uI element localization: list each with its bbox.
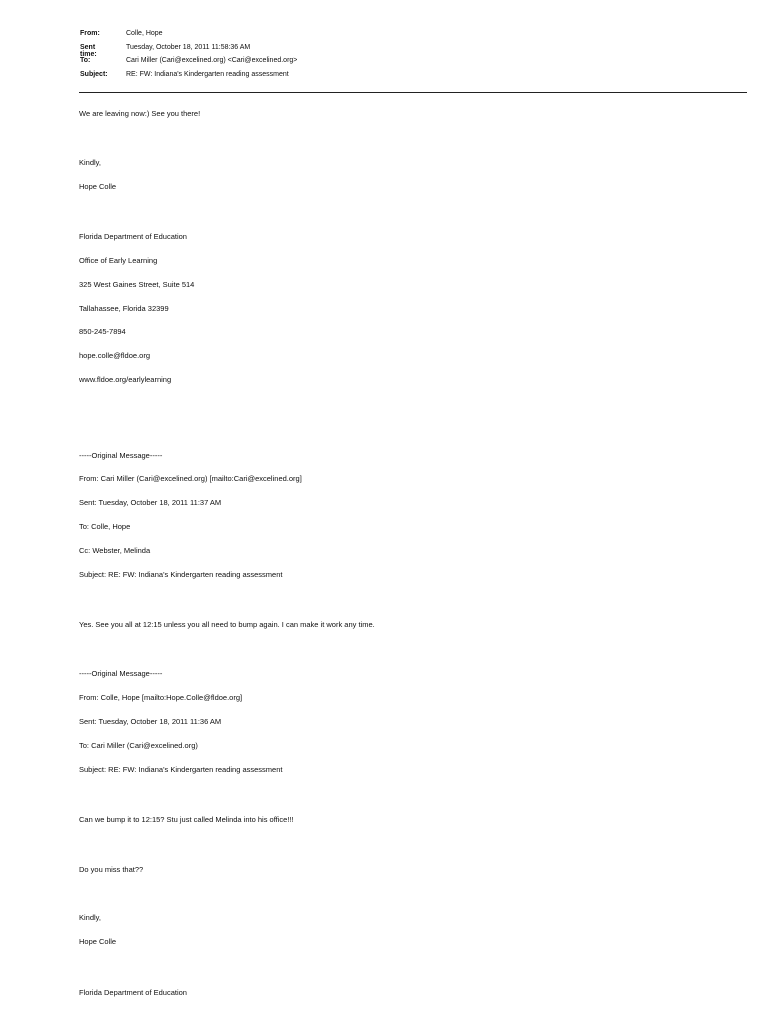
sent-time-label: Sent time: — [80, 43, 97, 58]
quoted-sent-line: Sent: Tuesday, October 18, 2011 11:37 AM — [79, 498, 222, 507]
subject-label: Subject: — [80, 70, 108, 78]
to-value: Cari Miller (Cari@excelined.org) <Cari@excelined.org> — [126, 57, 298, 64]
signoff-line: Kindly, — [79, 158, 101, 167]
signature-org: Florida Department of Education — [79, 988, 187, 997]
signature-website: www.fldoe.org/earlylearning — [79, 375, 172, 384]
quoted-subject-line: Subject: RE: FW: Indiana's Kindergarten reading assessment — [79, 765, 283, 774]
signature-name: Hope Colle — [79, 182, 117, 191]
quoted-to-line: To: Colle, Hope — [79, 522, 131, 531]
quoted-cc-line: Cc: Webster, Melinda — [79, 546, 151, 555]
from-value: Colle, Hope — [126, 30, 163, 37]
subject-value: RE: FW: Indiana's Kindergarten reading assessment — [126, 70, 289, 78]
quoted-subject-line: Subject: RE: FW: Indiana's Kindergarten reading assessment — [79, 570, 283, 579]
message-line: We are leaving now:) See you there! — [79, 109, 201, 118]
quoted-sent-line: Sent: Tuesday, October 18, 2011 11:36 AM — [79, 717, 222, 726]
signature-email: hope.colle@fldoe.org — [79, 351, 150, 360]
original-message-divider: -----Original Message----- — [79, 669, 163, 678]
quoted-to-line: To: Cari Miller (Cari@excelined.org) — [79, 741, 198, 750]
quoted-message-line: Yes. See you all at 12:15 unless you all need to bump again. I can make it work any time. — [79, 620, 375, 629]
quoted-from-line: From: Colle, Hope [mailto:Hope.Colle@fldoe.org] — [79, 693, 243, 702]
to-label: To: — [80, 57, 91, 64]
original-message-divider: -----Original Message----- — [79, 451, 163, 460]
signature-org: Florida Department of Education — [79, 232, 187, 241]
quoted-message-line: Can we bump it to 12:15? Stu just called Melinda into his office!!! — [79, 815, 294, 824]
signature-phone: 850-245-7894 — [79, 327, 126, 336]
header-divider — [79, 92, 747, 93]
signature-city: Tallahassee, Florida 32399 — [79, 304, 169, 313]
quoted-from-line: From: Cari Miller (Cari@excelined.org) [mailto:Cari@excelined.org] — [79, 474, 302, 483]
sent-time-value: Tuesday, October 18, 2011 11:58:36 AM — [126, 43, 251, 51]
signature-name: Hope Colle — [79, 937, 117, 946]
from-label: From: — [80, 30, 100, 37]
signoff-line: Kindly, — [79, 913, 101, 922]
signature-street: 325 West Gaines Street, Suite 514 — [79, 280, 195, 289]
quoted-message-line: Do you miss that?? — [79, 865, 144, 874]
signature-office: Office of Early Learning — [79, 256, 158, 265]
